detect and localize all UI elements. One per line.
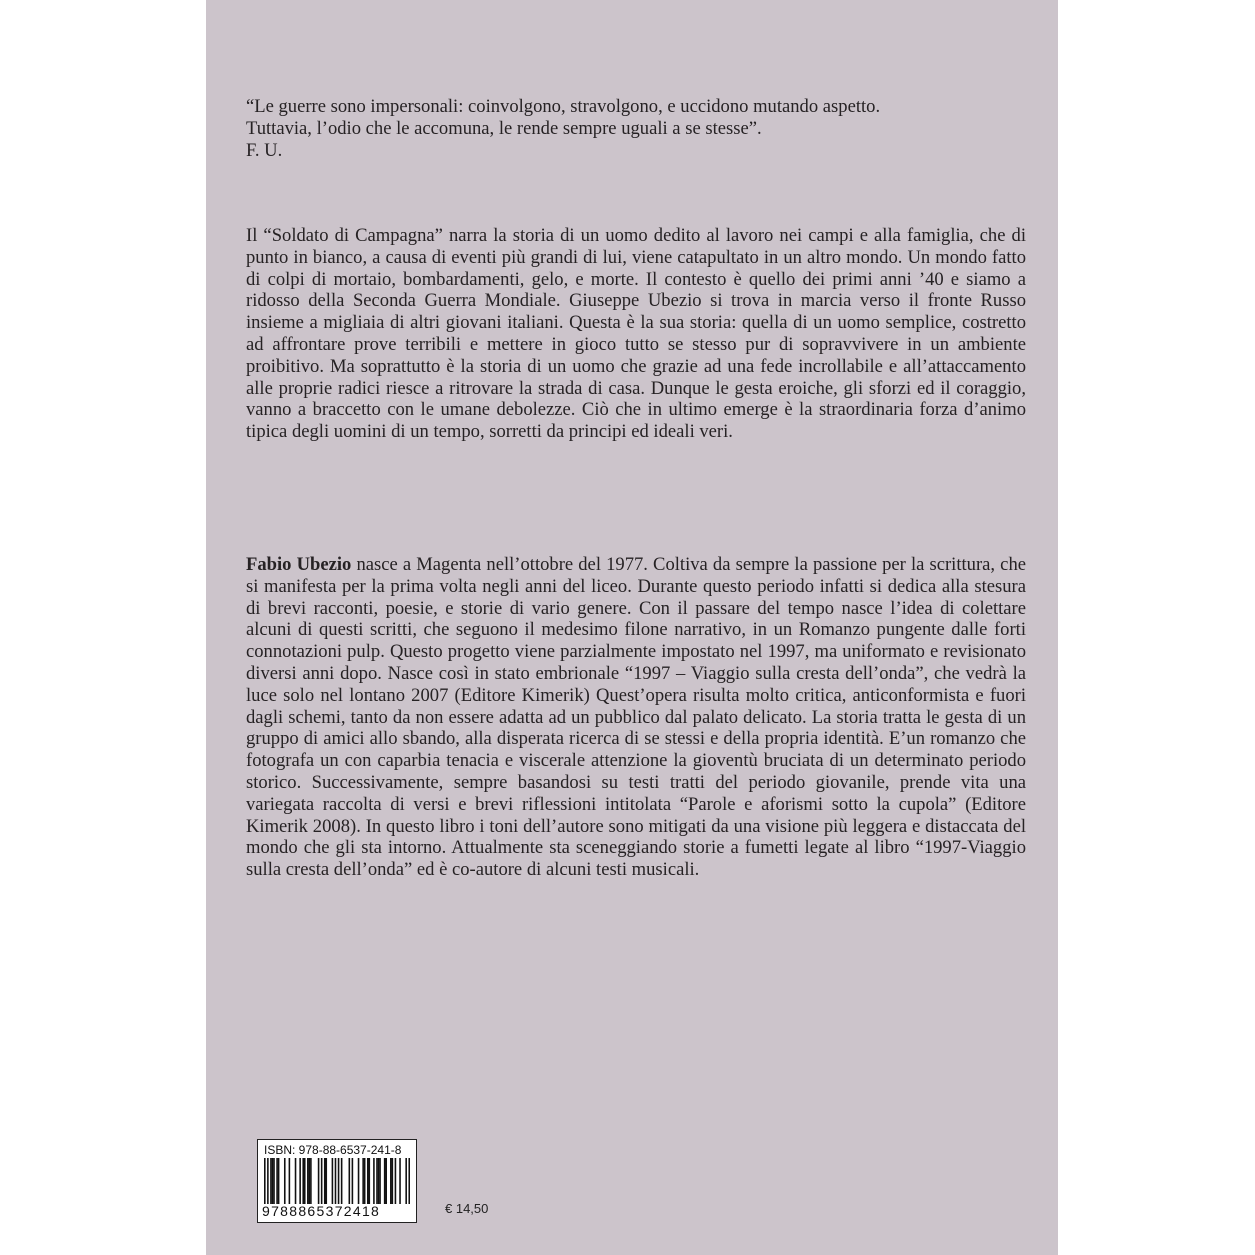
barcode-bar [405, 1158, 407, 1204]
barcode-bar [310, 1158, 312, 1204]
barcode-bar [272, 1158, 274, 1204]
price: € 14,50 [445, 1201, 489, 1216]
barcode-number: 9788865372418 [262, 1203, 381, 1219]
barcode-bar [385, 1158, 387, 1204]
barcode-bar [395, 1158, 397, 1204]
epigraph [246, 96, 1026, 161]
barcode-bar [289, 1158, 291, 1204]
barcode-bar [378, 1158, 380, 1204]
barcode-bar [341, 1158, 343, 1204]
barcode-bar [307, 1158, 309, 1204]
barcode-bar [399, 1158, 401, 1204]
barcode-bar [373, 1158, 375, 1204]
barcode-panel [257, 1139, 417, 1223]
barcode-bar [267, 1158, 269, 1204]
barcode-bar [278, 1158, 280, 1204]
barcode-bar [390, 1158, 392, 1204]
barcode-bar [321, 1158, 323, 1204]
barcode-bar [338, 1158, 340, 1204]
epigraph-line-2: Tuttavia, l’odio che le accomuna, le rende sempre uguali a se stesse”. [246, 117, 762, 139]
barcode-bar [276, 1158, 278, 1204]
barcode-bar [335, 1158, 337, 1204]
barcode-bar [273, 1158, 275, 1204]
barcode-bar [318, 1158, 320, 1204]
epigraph-line-1: “Le guerre sono impersonali: coinvolgono, stravolgono, e uccidono mutando aspetto. [246, 96, 881, 117]
barcode-bar [324, 1158, 326, 1204]
barcode-bar [302, 1158, 304, 1204]
author-name: Fabio Ubezio [246, 554, 352, 575]
barcode-bar [379, 1158, 381, 1204]
author-bio-text: nasce a Magenta nell’ottobre del 1977. Coltiva da sempre la passione per la scrittura, che si manifesta per la prima volta negli anni del liceo. Durante questo periodo infatti si dedica alla stesura di brevi racconti, poesie, e storie di vario genere. Con il passare del tempo nasce l’idea di colettare alcuni di questi scritti, che seguono il medesimo filone narrativo, in un Romanzo pungente dalle forti connotazioni pulp. Questo progetto viene parzialmente impostato nel 1997, ma uniformato e revisionato diversi anni dopo. Nasce così in stato embrionale “1997 – Viaggio sulla cresta dell’onda”, che vedrà la luce solo nel lontano 2007 (Editore Kimerik) Quest’opera risulta molto critica, anticonformista e fuori dagli schemi, tanto da non essere adatta ad un pubblico dal palato delicato. La storia tratta le gesta di un gruppo di amici allo sbando, alla disperata ricerca di se stessi e della propria identità. E’un romanzo che fotografa un con caparbia tenacia e viscerale attenzione la gioventù bruciata di un determinato periodo storico. Successivamente, sempre basandosi su testi tratti del periodo giovanile, prende vita una variegata raccolta di versi e brevi riflessioni intitolata “Parole e aforismi sotto la cupola” (Editore Kimerik 2008). In questo libro i toni dell’autore sono mitigati da una visione più leggera e distaccata del mondo che gli sta intorno. Attualmente sta sceneggiando storie a fumetti legate al libro “1997-Viaggio sulla cresta dell’onda” ed è co-autore di alcuni testi musicali. [246, 554, 1026, 881]
barcode-bar [309, 1158, 311, 1204]
isbn-label: ISBN: 978-88-6537-241-8 [264, 1143, 402, 1157]
barcode-bar [408, 1158, 410, 1204]
barcode-bar [364, 1158, 366, 1204]
barcode-bar [264, 1158, 266, 1204]
barcode-bar [369, 1158, 371, 1204]
barcode-bar [358, 1158, 360, 1204]
barcode-bar [367, 1158, 369, 1204]
barcode-icon [264, 1158, 410, 1204]
epigraph-author: F. U. [246, 139, 283, 161]
barcode-bar [332, 1158, 334, 1204]
author-bio [246, 554, 1026, 881]
synopsis-paragraph: Il “Soldato di Campagna” narra la storia di un uomo dedito al lavoro nei campi e alla famiglia, che di punto in bianco, a causa di eventi più grandi di lui, viene catapultato in un altro mondo. Un mondo fatto di colpi di mortaio, bombardamenti, gelo, e morte. Il contesto è quello dei primi anni ’40 e siamo a ridosso della Seconda Guerra Mondiale. Giuseppe Ubezio si trova in marcia verso il fronte Russo insieme a migliaia di altri giovani italiani. Questa è la sua storia: quella di un uomo semplice, costretto ad affrontare prove terribili e mettere in gioco tutto se stesso pur di sopravvivere in un ambiente proibitivo. Ma soprattutto è la storia di un uomo che grazie ad una fede incrollabile e all’attaccamento alle proprie radici riesce a ritrovare la strada di casa. Dunque le gesta eroiche, gli sforzi ed il coraggio, vanno a braccetto con le umane debolezze. Ciò che in ultimo emerge è la straordinaria forza d’animo tipica degli uomini di un tempo, sorretti da principi ed ideali veri. [246, 225, 1026, 443]
barcode-bar [352, 1158, 354, 1204]
barcode-bar [392, 1158, 394, 1204]
barcode-bar [304, 1158, 306, 1204]
barcode-bar [270, 1158, 272, 1204]
barcode-bar [376, 1158, 378, 1204]
barcode-bar [299, 1158, 301, 1204]
barcode-bar [349, 1158, 351, 1204]
barcode-bar [362, 1158, 364, 1204]
barcode-bar [325, 1158, 327, 1204]
barcode-bar [284, 1158, 286, 1204]
barcode-bar [295, 1158, 297, 1204]
barcode-bar [384, 1158, 386, 1204]
